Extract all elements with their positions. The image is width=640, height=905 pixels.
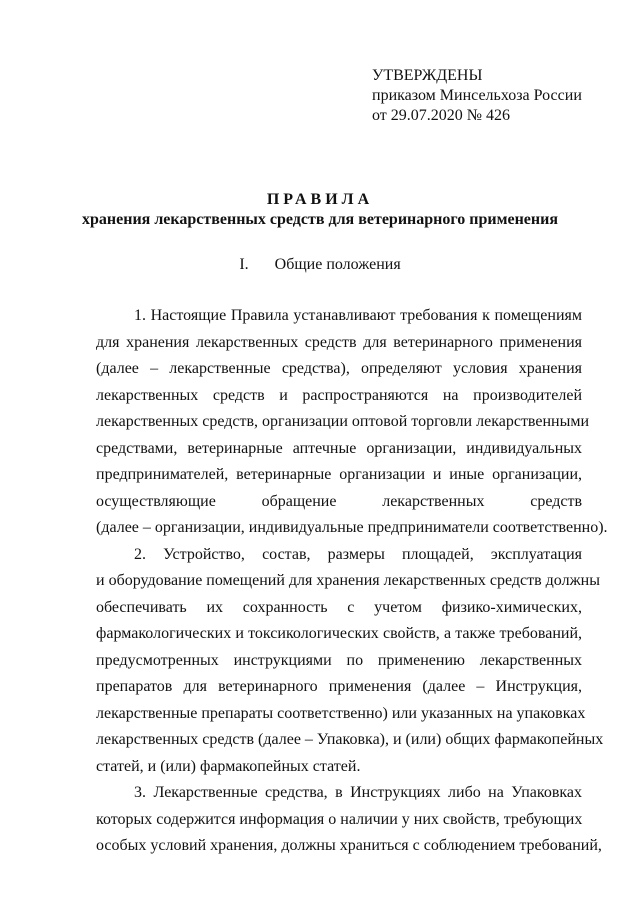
document-title [0, 190, 640, 230]
paragraph-line: особых условий хранения, должны храниться с соблюдением требований, [96, 837, 602, 854]
paragraph-line: лекарственных средств и распространяются на производителей [96, 386, 582, 404]
approval-date-number: от 29.07.2020 № 426 [372, 107, 511, 124]
title-main: ПРАВИЛА [266, 191, 374, 208]
paragraph-line: 1. Настоящие Правила устанавливают требования к помещениям [134, 307, 582, 324]
paragraph-line: осуществляющие обращение лекарственных средств [96, 492, 582, 510]
paragraph-line: которых содержится информация о наличии у них свойств, требующих [96, 810, 583, 828]
paragraph-line: обеспечивать их сохранность с учетом физико-химических, [96, 598, 582, 616]
document-body [96, 303, 608, 860]
paragraph-line: фармакологических и токсикологических свойств, а также требований, [96, 625, 582, 642]
paragraph-line: (далее – лекарственные средства), определяют условия хранения [96, 360, 582, 377]
paragraph-line: предусмотренных инструкциями по применению лекарственных [96, 651, 582, 669]
paragraph-line: лекарственных средств, организации оптовой торговли лекарственными [96, 413, 590, 430]
title-subtitle: хранения лекарственных средств для ветеринарного применения [82, 211, 558, 228]
paragraph-3 [96, 780, 602, 860]
paragraph-line: лекарственные препараты соответственно) или указанных на упаковках [96, 704, 586, 722]
approval-heading: УТВЕРЖДЕНЫ [372, 67, 483, 84]
paragraph-1 [96, 303, 608, 542]
paragraph-line: 3. Лекарственные средства, в Инструкциях либо на Упаковках [134, 784, 582, 801]
paragraph-2 [96, 542, 604, 781]
section-number: I. [239, 256, 249, 273]
section-name: Общие положения [274, 256, 401, 273]
paragraph-line: (далее – организации, индивидуальные предприниматели соответственно). [96, 519, 608, 536]
paragraph-line: предпринимателей, ветеринарные организации и иные организации, [96, 466, 582, 483]
paragraph-line: и оборудование помещений для хранения лекарственных средств должны [96, 572, 600, 589]
approval-order: приказом Минсельхоза России [372, 87, 582, 104]
approval-block [372, 66, 582, 126]
paragraph-line: лекарственных средств (далее – Упаковка), и (или) общих фармакопейных [96, 731, 604, 748]
paragraph-line: средствами, ветеринарные аптечные организации, индивидуальных [96, 439, 582, 457]
paragraph-line: статей, и (или) фармакопейных статей. [96, 757, 361, 775]
paragraph-line: препаратов для ветеринарного применения (далее – Инструкция, [96, 678, 582, 695]
section-heading [0, 255, 640, 275]
paragraph-line: для хранения лекарственных средств для ветеринарного применения [96, 333, 582, 351]
paragraph-line: 2. Устройство, состав, размеры площадей, эксплуатация [134, 545, 582, 563]
